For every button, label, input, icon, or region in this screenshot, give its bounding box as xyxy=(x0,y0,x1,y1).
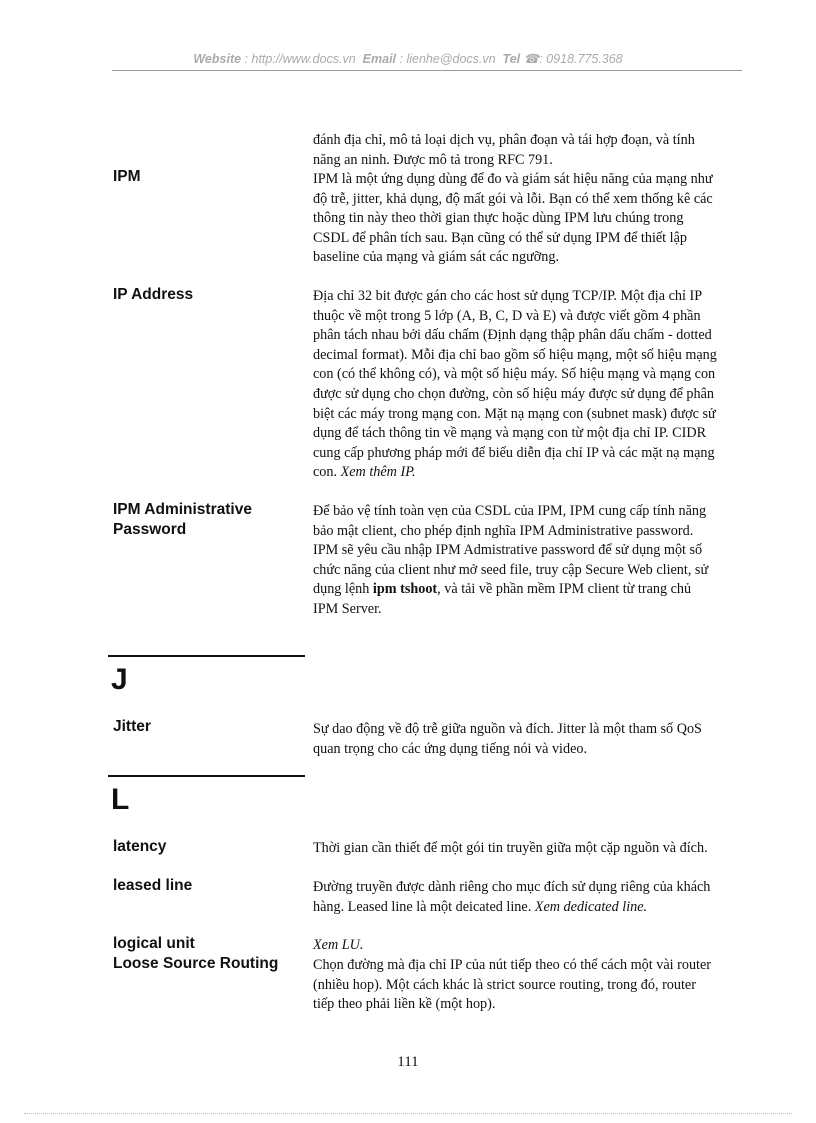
website-value: : http://www.docs.vn xyxy=(244,52,356,66)
definition-logical-unit xyxy=(313,936,718,956)
definition-ip-address-text: Địa chỉ 32 bit được gán cho các host sử dụng TCP/IP. Một địa chỉ IP thuộc về một trong 5 lớp (A, B, C, D và E) và được viết gồm 4 phần phân tách nhau bởi dấu chấm (Định dạng thập phân dấu chấm - dotted decimal format). Mỗi địa chỉ bao gồm số hiệu mạng, một số hiệu mạng con (có thể không có), và một số hiệu máy. Số hiệu mạng và mạng con được sử dụng cho chọn đường, còn số hiệu máy được sử dụng để phân biệt các máy trong mạng con. Mặt nạ mạng con (subnet mask) được sử dụng để tách thông tin về mạng và mạng con từ một địa chỉ IP. CIDR cung cấp phương pháp mới để biểu diễn địa chỉ IP và các mặt nạ mạng con. xyxy=(313,288,717,481)
term-logical-unit: logical unit xyxy=(113,935,195,952)
tel-label: Tel xyxy=(502,52,521,66)
see-also-lu: Xem LU. xyxy=(313,937,364,953)
see-also-ip: Xem thêm IP. xyxy=(340,464,416,481)
term-ipm-admin-password xyxy=(113,500,252,540)
term-ipm-admin-line2: Password xyxy=(113,521,187,538)
definition-leased-line xyxy=(313,878,718,917)
definition-jitter: Sự dao động về độ trễ giữa nguồn và đích. Jitter là một tham số QoS quan trọng cho các ứng dụng tiếng nói và video. xyxy=(313,721,702,757)
term-ipm: IPM xyxy=(113,168,141,185)
intro-definition: đánh địa chỉ, mô tả loại dịch vụ, phân đoạn và tái hợp đoạn, và tính năng an ninh. Được mô tả trong RFC 791. xyxy=(313,132,695,168)
header-divider xyxy=(112,70,742,71)
tel-value: : 0918.775.368 xyxy=(539,52,623,66)
definition-leased-line-text: Đường truyền được dành riêng cho mục đích sử dụng riêng của khách hàng. Leased line là một deicated line. xyxy=(313,879,711,915)
section-letter-j: J xyxy=(111,663,128,696)
section-divider-l xyxy=(108,775,305,777)
term-loose-source-routing: Loose Source Routing xyxy=(113,955,279,972)
definition-ipm-admin-text: Để bảo vệ tính toàn vẹn của CSDL của IPM, IPM cung cấp tính năng bảo mật client, cho phép định nghĩa IPM Administrative password. IPM sẽ yêu cầu nhập IPM Admistrative password để sử dụng một số chức năng của client như mở seed file, truy cập Secure Web client, sử dụng lệnh xyxy=(313,503,709,598)
term-ipm-admin-line1: IPM Administrative xyxy=(113,501,252,518)
website-label: Website xyxy=(193,52,242,66)
phone-icon: ☎ xyxy=(523,52,540,66)
email-value: : lienhe@docs.vn xyxy=(399,52,496,66)
page-number: 111 xyxy=(397,1054,419,1070)
term-leased-line: leased line xyxy=(113,877,193,894)
see-also-dedicated-line: Xem dedicated line. xyxy=(534,898,648,915)
definition-ipm: IPM là một ứng dụng dùng để đo và giám sát hiệu năng của mạng như độ trễ, jitter, khả dụng, độ mất gói và lỗi. Bạn có thể xem thống kê các thông tin này theo thời gian thực hoặc dùng IPM lưu chúng trong CSDL để phân tích sau. Bạn cũng có thể sử dụng IPM để thiết lập baseline của mạng và giám sát các ngưỡng. xyxy=(313,171,713,266)
command-ipm-tshoot: ipm tshoot xyxy=(372,581,438,598)
email-label: Email xyxy=(362,52,397,66)
section-letter-l: L xyxy=(111,783,130,816)
definition-latency: Thời gian cần thiết để một gói tin truyền giữa một cặp nguồn và đích. xyxy=(313,840,708,856)
section-divider-j xyxy=(108,655,305,657)
term-latency: latency xyxy=(113,838,167,855)
term-ip-address: IP Address xyxy=(113,286,194,303)
term-jitter: Jitter xyxy=(113,718,151,735)
definition-loose-source-routing: Chọn đường mà địa chỉ IP của nút tiếp theo có thể cách một vài router (nhiều hop). Một cách khác là strict source routing, trong đó, router tiếp theo phải liền kề (một hop). xyxy=(313,957,712,1013)
page-header xyxy=(0,51,816,66)
definition-ipm-admin-tail: , và tải về phần mềm IPM client từ trang chủ IPM Server. xyxy=(313,581,692,617)
definition-ipm-admin-password xyxy=(313,502,718,620)
page-bottom-border xyxy=(24,1113,792,1114)
definition-ip-address xyxy=(313,287,718,483)
